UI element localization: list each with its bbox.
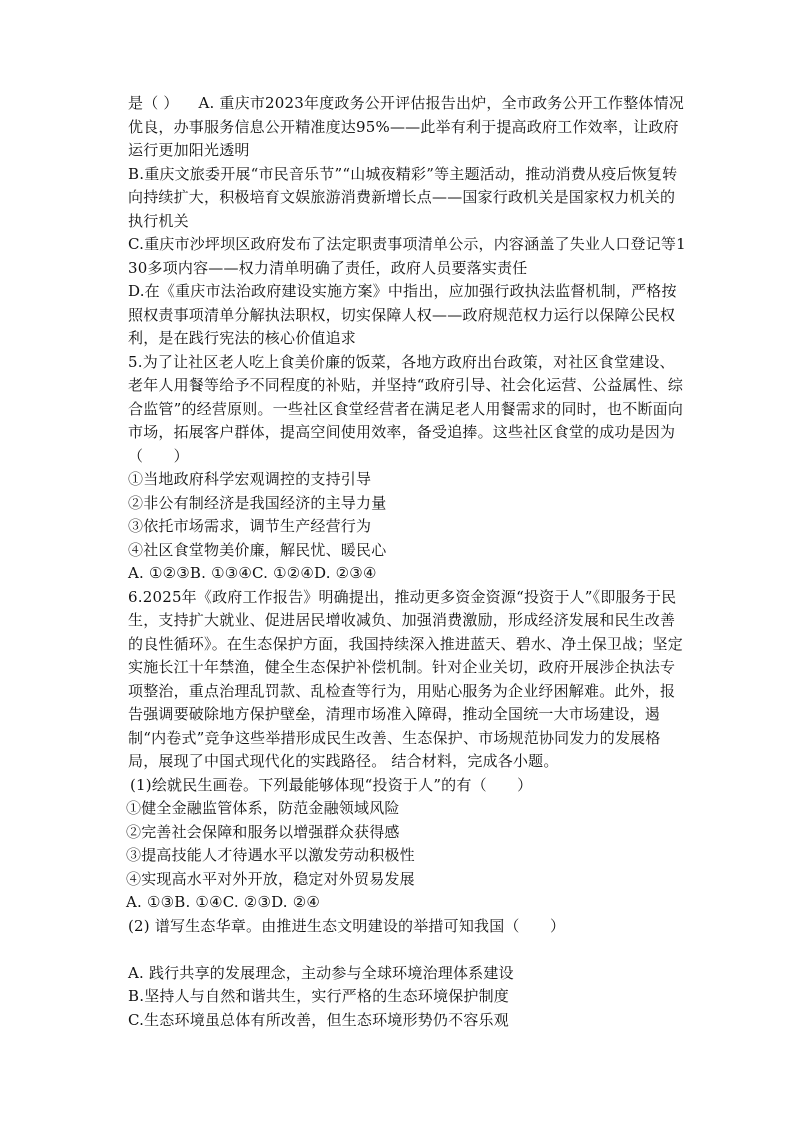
q4-options-paragraph [128, 92, 688, 163]
q6-sub1-stem: (1)绘就民生画卷。下列最能够体现“投资于人”的有（ ） [130, 775, 533, 794]
q5-item-3: ③依托市场需求，调节生产经营行为 [128, 517, 372, 535]
q5-stem: 5.为了让社区老人吃上食美价廉的饭菜，各地方政府出台政策，对社区食堂建设、老年人用餐等给予不同程度的补贴，并坚持“政府引导、社会化运营、公益属性、综合监管”的经营原则。一些社区食堂经营者在满足老人用餐需求的同时，也不断面向市场，拓展客户群体，提高空间使用效率，备受追捧。这些社区食堂的成功是因为（ ） [128, 352, 684, 465]
q4-option-d: D.在《重庆市法治政府建设实施方案》中指出，应加强行政执法监督机制，严格按照权责事项清单分解执法职权，切实保障人权——政府规范权力运行以保障公民权利，是在践行宪法的核心价值追求 [128, 282, 677, 347]
q6-sub1-item-3: ③提高技能人才待遇水平以激发劳动积极性 [126, 846, 415, 864]
q6-sub2-option-b: B.坚持人与自然和谐共生，实行严格的生态环境保护制度 [128, 987, 509, 1005]
q6-sub2-stem: (2) 谱写生态华章。由推进生态文明建设的举措可知我国（ ） [128, 916, 566, 935]
q6-sub1-item-4: ④实现高水平对外开放，稳定对外贸易发展 [126, 869, 415, 888]
q5-item-1: ①当地政府科学宏观调控的支持引导 [128, 470, 372, 488]
q6-sub2-option-a: A. 践行共享的发展理念，主动参与全球环境治理体系建设 [128, 963, 514, 982]
q4-option-b: B.重庆文旅委开展“市民音乐节”“山城夜精彩”等主题活动，推动消费从疫后恢复转向持续扩大，积极培育文娱旅游消费新增长点——国家行政机关是国家权力机关的执行机关 [128, 164, 678, 230]
q4-option-c: C.重庆市沙坪坝区政府发布了法定职责事项清单公示，内容涵盖了失业人口登记等130多项内容——权力清单明确了责任，政府人员要落实责任 [128, 235, 686, 277]
q6-sub2-option-c: C.生态环境虽总体有所改善，但生态环境形势仍不容乐观 [128, 1010, 509, 1029]
q5-item-2: ②非公有制经济是我国经济的主导力量 [128, 493, 387, 512]
q6-sub1-item-1: ①健全金融监管体系，防范金融领域风险 [126, 799, 400, 817]
q6-sub1-choices: A. ①③B. ①④C. ②③D. ②④ [126, 893, 321, 911]
q4-stem-tail: 是（ ） [128, 94, 179, 112]
q6-sub1-item-2: ②完善社会保障和服务以增强群众获得感 [126, 822, 400, 841]
question-text-body [128, 92, 688, 1032]
q5-choices: A. ①②③B. ①③④C. ①②④D. ②③④ [128, 564, 377, 582]
q5-item-4: ④社区食堂物美价廉，解民忧、暖民心 [128, 540, 387, 559]
q4-option-a: A. 重庆市2023年度政务公开评估报告出炉，全市政务公开工作整体情况优良，办事服务信息公开精准度达95%——此举有利于提高政府工作效率，让政府运行更加阳光透明 [128, 94, 684, 159]
blank-line [128, 938, 688, 962]
q6-stem: 6.2025年《政府工作报告》明确提出，推动更多资金资源“投资于人”《即服务于民生，支持扩大就业、促进居民增收减负、加强消费激励，形成经济发展和民生改善的良性循环》。在生态保护方面，我国持续深入推进蓝天、碧水、净土保卫战；坚定实施长江十年禁渔，健全生态保护补偿机制。针对企业关切，政府开展涉企执法专项整治，重点治理乱罚款、乱检查等行为，用贴心服务为企业纾困解难。此外，报告强调要破除地方保护壁垒，清理市场准入障碍，推动全国统一大市场建设，遏制“内卷式”竞争这些举措形成民生改善、生态保护、市场规范协同发力的发展格局，展现了中国式现代化的实践路径。 结合材料，完成各小题。 [128, 587, 683, 770]
